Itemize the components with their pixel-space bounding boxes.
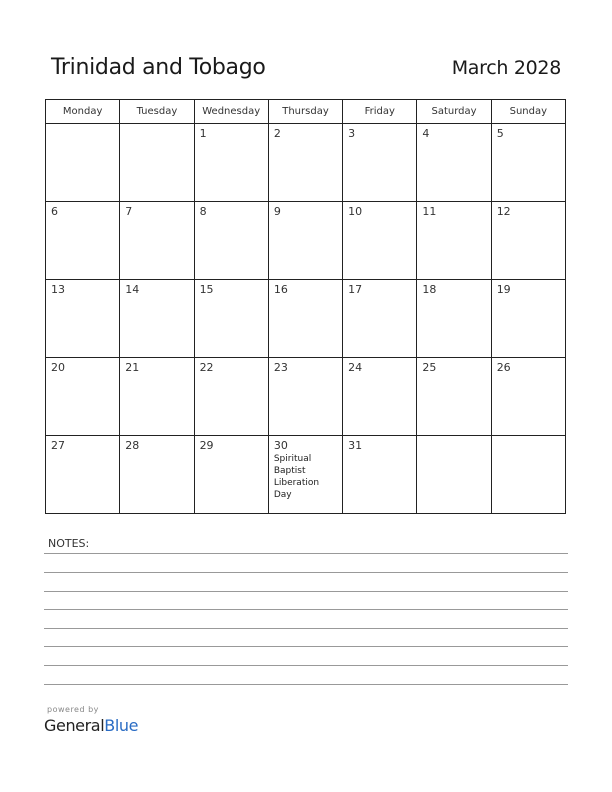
day-cell [194,202,268,280]
day-number: 4 [422,127,430,140]
weekday-monday: Monday [46,100,120,124]
weekday-saturday: Saturday [417,100,491,124]
day-cell [417,436,491,514]
notes-line [44,665,568,666]
week-row [46,358,566,436]
day-number: 30 [273,439,288,452]
day-number: 6 [51,205,58,218]
day-cell [417,280,491,358]
day-number: 29 [199,439,214,452]
day-cell [46,202,120,280]
day-cell [46,280,120,358]
day-cell [491,436,565,514]
notes-line [44,591,568,592]
logo-text-general: General [44,716,105,735]
weekday-wednesday: Wednesday [194,100,268,124]
day-number: 22 [199,361,214,374]
day-number: 19 [496,283,511,296]
day-number: 21 [125,361,140,374]
notes-line [44,609,568,610]
day-cell [343,124,417,202]
day-number: 20 [51,361,65,374]
day-cell [491,358,565,436]
day-number: 7 [125,205,133,218]
notes-label: NOTES: [48,537,90,550]
day-number: 12 [496,205,511,218]
day-cell [268,358,342,436]
day-cell [46,358,120,436]
day-number: 8 [199,205,207,218]
weekday-thursday: Thursday [268,100,342,124]
day-number [46,124,119,127]
day-number: 3 [348,127,356,140]
weekday-header-row [46,100,566,124]
week-row [46,124,566,202]
day-cell [120,280,194,358]
day-cell [417,358,491,436]
notes-line [44,684,568,685]
day-number [492,436,565,439]
holiday-label: Spiritual Baptist Liberation Day [273,454,320,500]
day-number: 18 [422,283,437,296]
weekday-friday: Friday [343,100,417,124]
logo-text-blue: Blue [104,716,139,735]
notes-line [44,646,568,647]
day-cell [194,124,268,202]
day-cell [491,202,565,280]
day-number: 11 [422,205,437,218]
day-number: 27 [51,439,65,452]
week-row [46,280,566,358]
day-cell [268,124,342,202]
day-number: 26 [496,361,511,374]
day-cell [268,436,342,514]
day-cell [491,280,565,358]
day-cell [120,358,194,436]
day-number: 25 [422,361,437,374]
notes-line [44,572,568,573]
day-cell [268,280,342,358]
day-cell [194,358,268,436]
day-number: 10 [348,205,363,218]
day-number: 5 [496,127,504,140]
day-number [120,124,193,127]
day-number: 16 [273,283,288,296]
day-cell [343,280,417,358]
day-number: 23 [273,361,288,374]
day-cell [120,202,194,280]
day-number: 28 [125,439,140,452]
day-cell [120,124,194,202]
calendar-grid [45,99,566,514]
day-number: 24 [348,361,363,374]
day-cell [46,124,120,202]
day-number: 31 [348,439,363,452]
day-cell [343,436,417,514]
month-year-title: March 2028 [451,57,561,79]
day-cell [120,436,194,514]
day-number: 2 [273,127,281,140]
day-number: 13 [51,283,65,296]
day-cell [194,436,268,514]
week-row [46,436,566,514]
notes-line [44,628,568,629]
generalblue-logo[interactable] [44,716,138,735]
week-row [46,202,566,280]
day-number: 14 [125,283,140,296]
powered-by-text: powered by [47,705,99,714]
day-number [417,436,490,439]
day-number: 9 [273,205,281,218]
day-cell [268,202,342,280]
day-cell [417,124,491,202]
day-cell [46,436,120,514]
weekday-tuesday: Tuesday [120,100,194,124]
day-number: 17 [348,283,363,296]
day-number: 1 [199,127,207,140]
country-title: Trinidad and Tobago [51,55,266,80]
day-number: 15 [199,283,214,296]
weekday-sunday: Sunday [491,100,565,124]
day-cell [194,280,268,358]
day-cell [491,124,565,202]
notes-line [44,553,568,554]
day-cell [343,358,417,436]
day-cell [343,202,417,280]
day-cell [417,202,491,280]
